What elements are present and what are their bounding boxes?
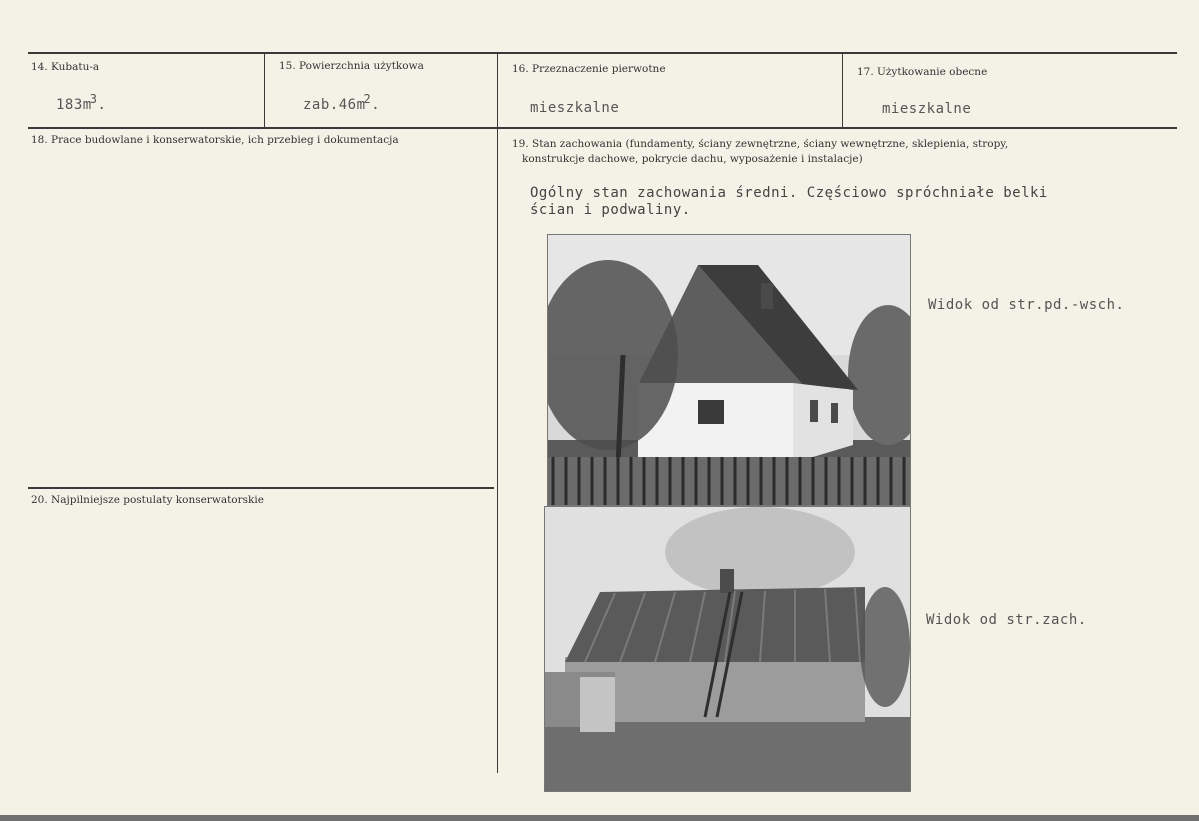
top-rule: [28, 52, 1177, 54]
photo-1-caption: Widok od str.pd.-wsch.: [928, 297, 1125, 313]
field-14-number: 183m: [56, 97, 92, 113]
field-15-value: [303, 92, 381, 113]
col-rule-3: [842, 53, 843, 128]
field-15-number: zab.46m: [303, 97, 366, 113]
scan-bottom-edge: [0, 815, 1199, 821]
field-16-value: mieszkalne: [530, 100, 620, 116]
field-14-label: 14. Kubatu-a: [31, 61, 100, 73]
photo-2-caption: Widok od str.zach.: [926, 612, 1087, 628]
row-rule-1: [28, 127, 1177, 129]
field-14-exponent: 3: [89, 92, 98, 106]
field-19-label-line2: konstrukcje dachowe, pokrycie dachu, wyposażenie i instalacje): [522, 153, 863, 165]
row-rule-2: [28, 487, 494, 489]
field-14-value: [56, 92, 107, 113]
field-15-exponent: 2: [363, 92, 372, 106]
field-16-label: 16. Przeznaczenie pierwotne: [512, 63, 666, 75]
col-rule-2: [497, 53, 498, 773]
field-20-label: 20. Najpilniejsze postulaty konserwatorskie: [31, 494, 264, 506]
field-19-label-line1: 19. Stan zachowania (fundamenty, ściany zewnętrzne, ściany wewnętrzne, sklepienia, stropy,: [512, 138, 1009, 150]
field-15-suffix: .: [371, 97, 381, 113]
photo-house-southeast: [548, 235, 910, 505]
field-15-label: 15. Powierzchnia użytkowa: [279, 60, 424, 72]
field-19-text-line2: ścian i podwaliny.: [530, 202, 691, 218]
field-18-label: 18. Prace budowlane i konserwatorskie, ich przebieg i dokumentacja: [31, 134, 399, 146]
field-14-suffix: .: [97, 97, 107, 113]
field-17-label: 17. Użytkowanie obecne: [857, 66, 988, 78]
field-17-value: mieszkalne: [882, 101, 972, 117]
field-19-text-line1: Ogólny stan zachowania średni. Częściowo spróchniałe belki: [530, 185, 1048, 201]
photo-house-west: [545, 507, 910, 791]
col-rule-1: [264, 53, 265, 128]
